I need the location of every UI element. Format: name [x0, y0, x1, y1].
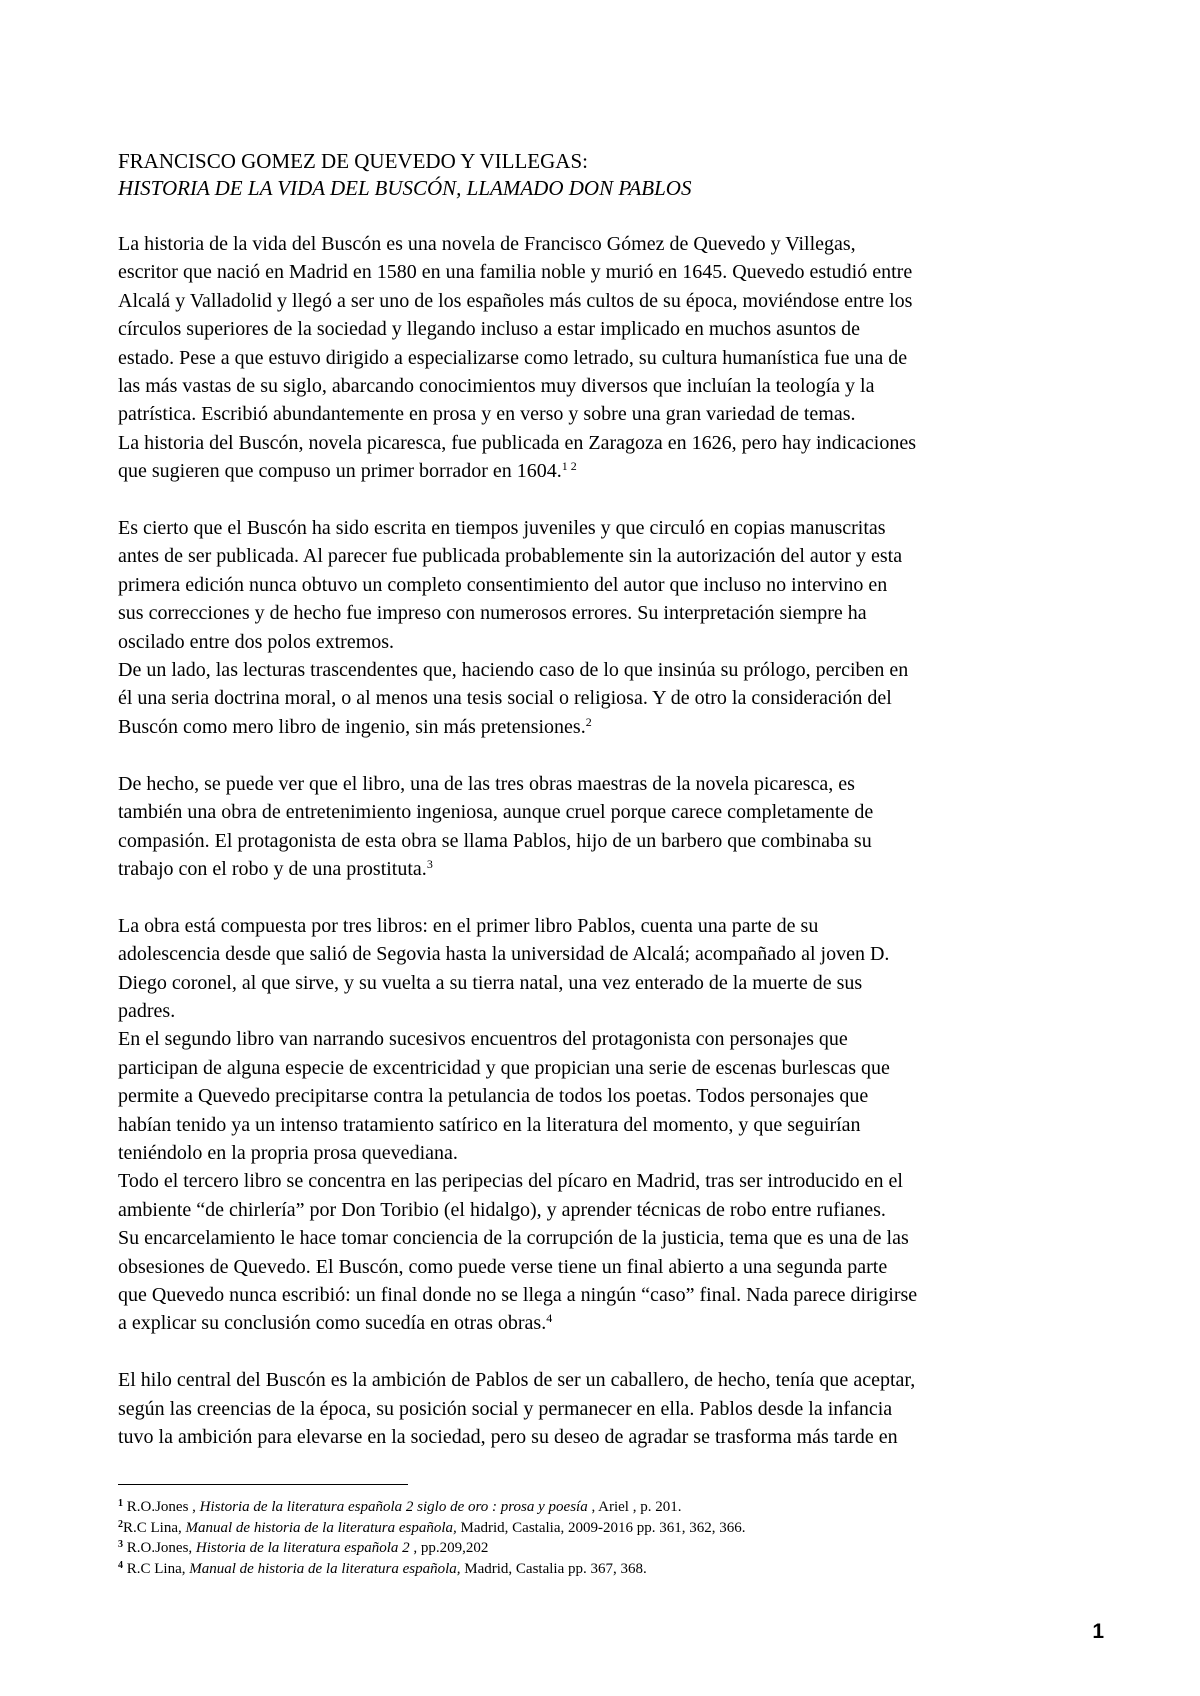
paragraph-line: De hecho, se puede ver que el libro, una de las tres obras maestras de la novela picaresca, es: [118, 772, 855, 795]
footnote-item: [118, 1497, 1098, 1518]
footnote-reference: 2: [585, 714, 592, 729]
paragraph-line: él una seria doctrina moral, o al menos una tesis social o religiosa. Y de otro la consideración del: [118, 687, 892, 710]
footnote-separator: [118, 1484, 408, 1485]
paragraph-line: antes de ser publicada. Al parecer fue publicada probablemente sin la autorización del autor y esta: [118, 545, 903, 568]
paragraph-line: Su encarcelamiento le hace tomar conciencia de la corrupción de la justicia, tema que es una de las: [118, 1227, 909, 1250]
document-heading: [118, 148, 1098, 202]
paragraph-line: La historia del Buscón, novela picaresca, fue publicada en Zaragoza en 1626, pero hay indicaciones: [118, 431, 917, 454]
paragraph-line: habían tenido ya un intenso tratamiento satírico en la literatura del momento, y que seguirían: [118, 1113, 861, 1136]
paragraph-line: Buscón como mero libro de ingenio, sin más pretensiones.$^2$: [118, 714, 592, 738]
paragraph-line: trabajo con el robo y de una prostituta.$^3$: [118, 856, 433, 880]
body-paragraph: [118, 1366, 1098, 1451]
footnote-author: R.C Lina,: [123, 1519, 186, 1536]
paragraph-line: De un lado, las lecturas trascendentes que, haciendo caso de lo que insinúa su prólogo, perciben en: [118, 659, 909, 682]
paragraph-line: Diego coronel, al que sirve, y su vuelta a su tierra natal, una vez enterado de la muerte de sus: [118, 971, 863, 994]
paragraph-line: adolescencia desde que salió de Segovia hasta la universidad de Alcalá; acompañado al joven D.: [118, 943, 890, 966]
paragraph-line: patrística. Escribió abundantemente en prosa y en verso y sobre una gran variedad de temas.: [118, 403, 856, 426]
footnote-marker: 4: [118, 1559, 123, 1571]
paragraph-line: también una obra de entretenimiento ingeniosa, aunque cruel porque carece completamente de: [118, 801, 874, 824]
footnote-item: [118, 1538, 1098, 1559]
footnote-author: R.O.Jones ,: [123, 1499, 200, 1515]
paragraph-line: El hilo central del Buscón es la ambición de Pablos de ser un caballero, de hecho, tenía que aceptar,: [118, 1369, 916, 1392]
paragraph-line: según las creencias de la época, su posición social y permanecer en ella. Pablos desde la infancia: [118, 1397, 893, 1420]
footnote-author: R.O.Jones,: [123, 1540, 196, 1556]
paragraph-line: Es cierto que el Buscón ha sido escrita en tiempos juveniles y que circuló en copias manuscritas: [118, 517, 886, 540]
paragraph-line: La historia de la vida del Buscón es una novela de Francisco Gómez de Quevedo y Villegas,: [118, 233, 856, 255]
paragraph-line: oscilado entre dos polos extremos.: [118, 630, 395, 653]
document-title: FRANCISCO GOMEZ DE QUEVEDO Y VILLEGAS:: [118, 149, 588, 173]
paragraph-line: estado. Pese a que estuvo dirigido a especializarse como letrado, su cultura humanística fue una de: [118, 346, 908, 369]
paragraph-line: En el segundo libro van narrando sucesivos encuentros del protagonista con personajes que: [118, 1028, 848, 1051]
body-paragraph: [118, 770, 1098, 884]
paragraph-line: escritor que nació en Madrid en 1580 en una familia noble y murió en 1645. Quevedo estudió entre: [118, 261, 913, 284]
footnote-reference: 3: [426, 856, 433, 871]
paragraph-line: que Quevedo nunca escribió: un final donde no se llega a ningún “caso” final. Nada parece dirigirse: [118, 1283, 918, 1306]
footnote-marker: 2: [118, 1518, 123, 1530]
document-body: [118, 148, 1098, 1480]
document-subtitle: HISTORIA DE LA VIDA DEL BUSCÓN, LLAMADO DON PABLOS: [118, 176, 692, 200]
paragraphs-container: [118, 230, 1098, 1451]
paragraph-line: padres.: [118, 999, 176, 1022]
footnote-publication: Madrid, Castalia, 2009-2016 pp. 361, 362, 366.: [456, 1519, 746, 1536]
page-number: 1: [1092, 1620, 1104, 1643]
paragraph-line: compasión. El protagonista de esta obra se llama Pablos, hijo de un barbero que combinaba su: [118, 829, 872, 852]
footnotes-section: [118, 1497, 1098, 1579]
footnote-item: [118, 1559, 1098, 1580]
paragraph-line: tuvo la ambición para elevarse en la sociedad, pero su deseo de agradar se trasforma más tarde en: [118, 1426, 898, 1448]
footnote-item: [118, 1518, 1098, 1539]
paragraph-line: sus correcciones y de hecho fue impreso con numerosos errores. Su interpretación siempre ha: [118, 602, 867, 625]
paragraph-line: teniéndolo en la propria prosa quevediana.: [118, 1141, 458, 1164]
paragraph-line: que sugieren que compuso un primer borrador en 1604.$^{1 2}$: [118, 459, 577, 483]
footnote-publication: , Ariel , p. 201.: [587, 1499, 682, 1515]
footnote-work-title: Manual de historia de la literatura española,: [189, 1560, 461, 1577]
paragraph-line: primera edición nunca obtuvo un completo consentimiento del autor que incluso no intervino en: [118, 573, 888, 596]
paragraph-line: círculos superiores de la sociedad y llegando incluso a estar implicado en muchos asuntos de: [118, 318, 861, 341]
footnote-publication: , pp.209,202: [409, 1540, 489, 1556]
body-paragraph: [118, 230, 1098, 486]
footnote-reference: 4: [546, 1311, 553, 1326]
body-paragraph: [118, 912, 1098, 1338]
paragraph-line: Alcalá y Valladolid y llegó a ser uno de los españoles más cultos de su época, moviéndose entre los: [118, 289, 913, 312]
paragraph-line: La obra está compuesta por tres libros: en el primer libro Pablos, cuenta una parte de su: [118, 914, 819, 937]
footnote-marker: 1: [118, 1498, 123, 1509]
footnote-work-title: Historia de la literatura española 2: [195, 1540, 410, 1556]
paragraph-line: permite a Quevedo precipitarse contra la petulancia de todos los poetas. Todos personajes que: [118, 1085, 869, 1108]
footnote-publication: Madrid, Castalia pp. 367, 368.: [460, 1560, 647, 1577]
footnote-reference: 1 2: [561, 459, 577, 474]
paragraph-line: Todo el tercero libro se concentra en las peripecias del pícaro en Madrid, tras ser introducido en el: [118, 1170, 903, 1193]
footnote-marker: 3: [118, 1539, 123, 1550]
body-paragraph: [118, 514, 1098, 741]
footnote-work-title: Historia de la literatura española 2 siglo de oro : prosa y poesía: [199, 1499, 588, 1515]
paragraph-line: a explicar su conclusión como sucedía en otras obras.$^4$: [118, 1311, 553, 1335]
paragraph-line: obsesiones de Quevedo. El Buscón, como puede verse tiene un final abierto a una segunda parte: [118, 1255, 888, 1278]
footnote-work-title: Manual de historia de la literatura española,: [185, 1519, 457, 1536]
footnote-author: R.C Lina,: [123, 1560, 190, 1577]
paragraph-line: ambiente “de chirlería” por Don Toribio (el hidalgo), y aprender técnicas de robo entre rufianes.: [118, 1198, 886, 1221]
paragraph-line: participan de alguna especie de excentricidad y que propician una serie de escenas burlescas que: [118, 1056, 890, 1079]
paragraph-line: las más vastas de su siglo, abarcando conocimientos muy diversos que incluían la teología y la: [118, 375, 875, 398]
